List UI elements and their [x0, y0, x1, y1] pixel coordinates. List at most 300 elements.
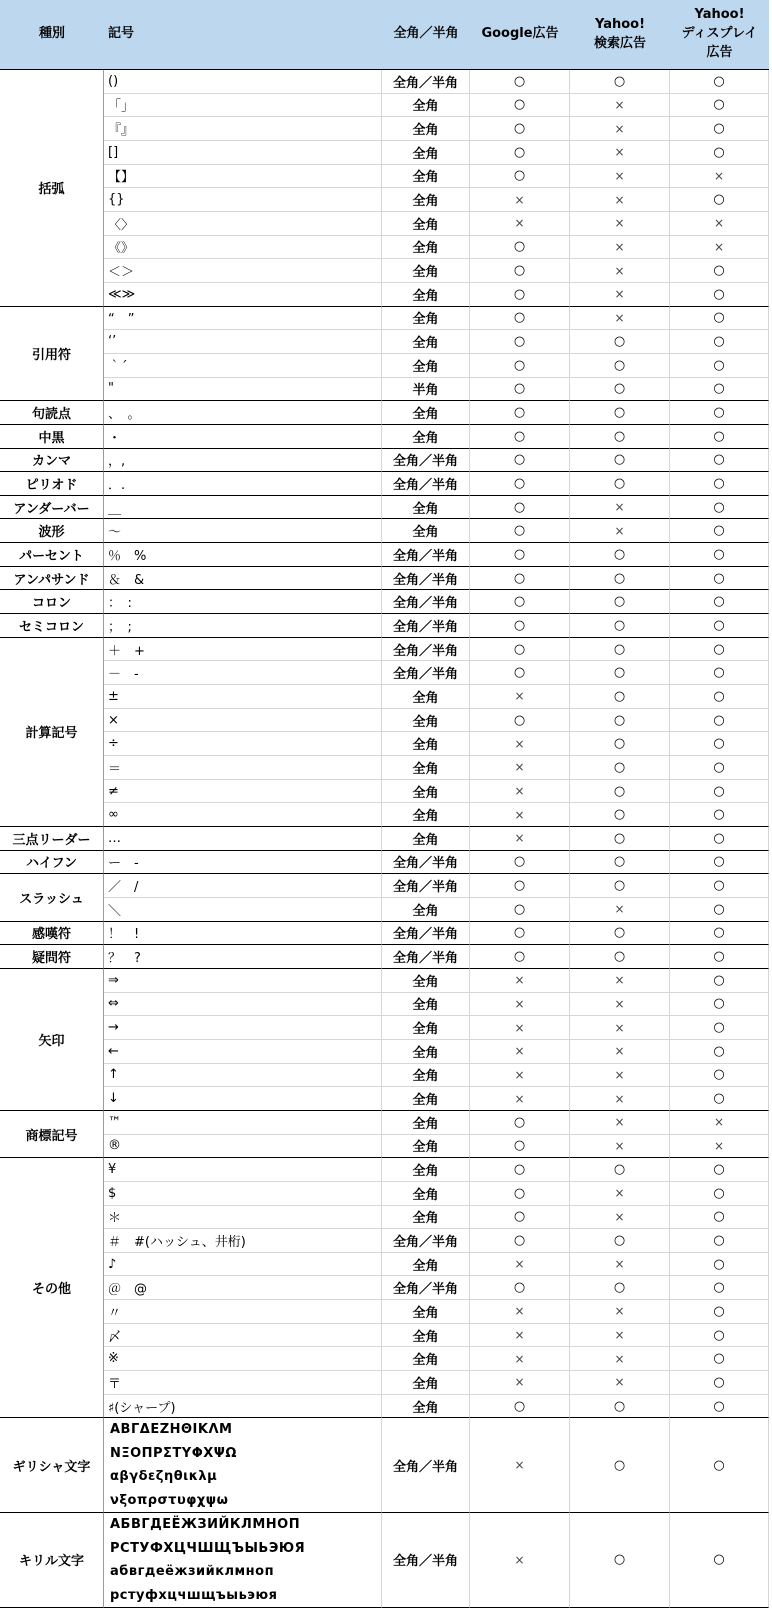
yahoo-display-mark: ○ [670, 141, 769, 165]
width-cell: 全角 [382, 709, 470, 733]
width-cell: 全角 [382, 1395, 470, 1419]
yahoo-search-mark: × [570, 1347, 670, 1371]
yahoo-display-mark: ○ [670, 922, 769, 946]
symbol-cell: “ ” [104, 307, 382, 331]
symbol-cell: ÷ [104, 732, 382, 756]
width-cell: 全角 [382, 1253, 470, 1277]
width-cell: 全角／半角 [382, 661, 470, 685]
google-mark: × [470, 1040, 570, 1064]
google-mark: ○ [470, 307, 570, 331]
letters-cell [104, 1418, 382, 1513]
symbol-cell: ＆ & [104, 567, 382, 591]
yahoo-search-mark: × [570, 1253, 670, 1277]
yahoo-search-mark: × [570, 1300, 670, 1324]
yahoo-display-mark: ○ [670, 661, 769, 685]
symbol-cell: ∞ [104, 803, 382, 827]
letters-line: абвгдеёжзийклмноп [110, 1564, 275, 1580]
google-mark: × [470, 1064, 570, 1088]
google-mark: ○ [470, 851, 570, 875]
symbol-cell: ％ % [104, 543, 382, 567]
symbol-cell: [] [104, 141, 382, 165]
yahoo-search-mark: × [570, 969, 670, 993]
yahoo-display-mark: ○ [670, 803, 769, 827]
google-mark: × [470, 827, 570, 851]
symbol-cell: ｀´ [104, 354, 382, 378]
yahoo-display-mark: ○ [670, 685, 769, 709]
category-cell: ハイフン [0, 851, 104, 875]
header-width: 全角／半角 [382, 0, 470, 70]
yahoo-search-mark: ○ [570, 378, 670, 402]
yahoo-display-mark: ○ [670, 614, 769, 638]
yahoo-search-mark: ○ [570, 1276, 670, 1300]
width-cell: 全角 [382, 1135, 470, 1159]
yahoo-search-mark: ○ [570, 922, 670, 946]
google-mark: ○ [470, 259, 570, 283]
width-cell: 全角／半角 [382, 922, 470, 946]
symbol-cell: ！ ! [104, 922, 382, 946]
width-cell: 全角 [382, 780, 470, 804]
yahoo-display-mark: ○ [670, 1087, 769, 1111]
yahoo-display-mark: ○ [670, 496, 769, 520]
yahoo-search-mark: ○ [570, 661, 670, 685]
yahoo-display-mark: ○ [670, 756, 769, 780]
header-yahoo-display-line2: ディスプレイ [681, 26, 758, 42]
yahoo-display-mark: ○ [670, 1276, 769, 1300]
width-cell: 全角 [382, 1111, 470, 1135]
google-mark: × [470, 1513, 570, 1608]
google-mark: ○ [470, 1135, 570, 1159]
yahoo-search-mark: ○ [570, 425, 670, 449]
yahoo-search-mark: × [570, 496, 670, 520]
letters-line: αβγδεζηθικλμ [110, 1469, 218, 1485]
symbol-cell: ≪≫ [104, 283, 382, 307]
category-cell: その他 [0, 1158, 104, 1418]
yahoo-search-mark: × [570, 94, 670, 118]
google-mark: × [470, 780, 570, 804]
width-cell: 全角 [382, 165, 470, 189]
header-yahoo-display-line1: Yahoo! [694, 7, 745, 23]
yahoo-search-mark: × [570, 212, 670, 236]
width-cell: 全角／半角 [382, 851, 470, 875]
google-mark: ○ [470, 874, 570, 898]
width-cell: 全角／半角 [382, 70, 470, 94]
yahoo-display-mark: × [670, 236, 769, 260]
google-mark: × [470, 1016, 570, 1040]
google-mark: ○ [470, 543, 570, 567]
yahoo-display-mark: ○ [670, 1371, 769, 1395]
yahoo-search-mark: × [570, 1324, 670, 1348]
yahoo-search-mark: ○ [570, 614, 670, 638]
google-mark: × [470, 1324, 570, 1348]
width-cell: 全角 [382, 1300, 470, 1324]
letters-line: ΑΒΓΔΕΖΗΘΙΚΛΜ [110, 1422, 233, 1438]
yahoo-display-mark: ○ [670, 70, 769, 94]
yahoo-display-mark: ○ [670, 1418, 769, 1513]
header-yahoo-search-line1: Yahoo! [594, 16, 646, 32]
width-cell: 全角 [382, 1016, 470, 1040]
yahoo-search-mark: × [570, 1182, 670, 1206]
width-cell: 全角／半角 [382, 1276, 470, 1300]
symbol-cell: 、 。 [104, 401, 382, 425]
width-cell: 全角 [382, 425, 470, 449]
symbol-cell: ＠ @ [104, 1276, 382, 1300]
yahoo-search-mark: × [570, 307, 670, 331]
header-symbol: 記号 [104, 0, 382, 70]
yahoo-search-mark: ○ [570, 732, 670, 756]
yahoo-search-mark: × [570, 117, 670, 141]
yahoo-display-mark: ○ [670, 519, 769, 543]
category-cell: 感嘆符 [0, 922, 104, 946]
width-cell: 全角 [382, 330, 470, 354]
width-cell: 全角 [382, 898, 470, 922]
category-cell: 引用符 [0, 307, 104, 402]
yahoo-search-mark: × [570, 1087, 670, 1111]
width-cell: 全角 [382, 354, 470, 378]
yahoo-search-mark: ○ [570, 851, 670, 875]
yahoo-search-mark: × [570, 1040, 670, 1064]
width-cell: 全角／半角 [382, 567, 470, 591]
yahoo-display-mark: ○ [670, 874, 769, 898]
google-mark: × [470, 1418, 570, 1513]
width-cell: 全角／半角 [382, 1513, 470, 1608]
yahoo-search-mark: ○ [570, 472, 670, 496]
google-mark: × [470, 756, 570, 780]
width-cell: 全角 [382, 827, 470, 851]
width-cell: 全角 [382, 1158, 470, 1182]
google-mark: × [470, 1087, 570, 1111]
width-cell: 全角 [382, 307, 470, 331]
width-cell: 全角 [382, 259, 470, 283]
category-cell: 句読点 [0, 401, 104, 425]
yahoo-search-mark: ○ [570, 354, 670, 378]
width-cell: 全角／半角 [382, 638, 470, 662]
width-cell: 全角／半角 [382, 614, 470, 638]
yahoo-search-mark: ○ [570, 330, 670, 354]
yahoo-display-mark: ○ [670, 1229, 769, 1253]
category-cell: コロン [0, 590, 104, 614]
symbol-cell: ・ [104, 425, 382, 449]
yahoo-search-mark: ○ [570, 1229, 670, 1253]
yahoo-search-mark: × [570, 1016, 670, 1040]
symbol-cell: ＼ [104, 898, 382, 922]
header-yahoo-search [570, 0, 670, 70]
yahoo-search-mark: ○ [570, 945, 670, 969]
yahoo-display-mark: ○ [670, 543, 769, 567]
letters-line: АБВГДЕЁЖЗИЙКЛМНОП [110, 1517, 301, 1533]
google-mark: × [470, 1300, 570, 1324]
google-mark: ○ [470, 638, 570, 662]
width-cell: 全角 [382, 94, 470, 118]
width-cell: 全角 [382, 117, 470, 141]
category-cell: ピリオド [0, 472, 104, 496]
google-mark: ○ [470, 425, 570, 449]
yahoo-search-mark: ○ [570, 1395, 670, 1419]
symbol-cell: " [104, 378, 382, 402]
google-mark: ○ [470, 519, 570, 543]
yahoo-search-mark: ○ [570, 70, 670, 94]
width-cell: 全角／半角 [382, 472, 470, 496]
width-cell: 全角 [382, 401, 470, 425]
google-mark: ○ [470, 117, 570, 141]
width-cell: 全角 [382, 1347, 470, 1371]
symbol-cell: ．. [104, 472, 382, 496]
symbol-cell: {} [104, 188, 382, 212]
category-cell: 矢印 [0, 969, 104, 1111]
yahoo-display-mark: × [670, 212, 769, 236]
symbol-cell: ⇒ [104, 969, 382, 993]
symbol-cell: → [104, 1016, 382, 1040]
symbol-cell: ¥ [104, 1158, 382, 1182]
yahoo-display-mark: ○ [670, 1182, 769, 1206]
symbol-cell: $ [104, 1182, 382, 1206]
width-cell: 全角 [382, 685, 470, 709]
width-cell: 全角／半角 [382, 945, 470, 969]
google-mark: ○ [470, 661, 570, 685]
symbol-cell: ♪ [104, 1253, 382, 1277]
category-cell: カンマ [0, 449, 104, 473]
yahoo-display-mark: ○ [670, 1395, 769, 1419]
yahoo-search-mark: × [570, 1135, 670, 1159]
width-cell: 全角 [382, 1040, 470, 1064]
symbol-cell: 【】 [104, 165, 382, 189]
google-mark: ○ [470, 141, 570, 165]
width-cell: 全角 [382, 519, 470, 543]
category-cell: ギリシャ文字 [0, 1418, 104, 1513]
category-cell: 疑問符 [0, 945, 104, 969]
yahoo-display-mark: ○ [670, 1206, 769, 1230]
yahoo-search-mark: × [570, 259, 670, 283]
category-cell: セミコロン [0, 614, 104, 638]
width-cell: 全角 [382, 993, 470, 1017]
width-cell: 全角 [382, 803, 470, 827]
width-cell: 全角 [382, 1206, 470, 1230]
header-category: 種別 [0, 0, 104, 70]
yahoo-display-mark: ○ [670, 898, 769, 922]
yahoo-display-mark: ○ [670, 1040, 769, 1064]
yahoo-search-mark: ○ [570, 756, 670, 780]
width-cell: 全角／半角 [382, 1229, 470, 1253]
google-mark: ○ [470, 922, 570, 946]
yahoo-search-mark: × [570, 1206, 670, 1230]
symbol-cell: ？ ? [104, 945, 382, 969]
width-cell: 全角 [382, 1182, 470, 1206]
symbol-cell: … [104, 827, 382, 851]
symbol-cell: ＜＞ [104, 259, 382, 283]
category-cell: 三点リーダー [0, 827, 104, 851]
width-cell: 全角 [382, 236, 470, 260]
width-cell: 全角 [382, 1087, 470, 1111]
yahoo-display-mark: ○ [670, 1253, 769, 1277]
yahoo-display-mark: ○ [670, 401, 769, 425]
symbol-cell: ＊ [104, 1206, 382, 1230]
google-mark: × [470, 1347, 570, 1371]
yahoo-display-mark: ○ [670, 259, 769, 283]
google-mark: ○ [470, 1229, 570, 1253]
header-google: Google広告 [470, 0, 570, 70]
width-cell: 全角 [382, 283, 470, 307]
symbol-cell: ： : [104, 590, 382, 614]
width-cell: 半角 [382, 378, 470, 402]
yahoo-search-mark: ○ [570, 1513, 670, 1608]
yahoo-search-mark: ○ [570, 685, 670, 709]
width-cell: 全角 [382, 732, 470, 756]
yahoo-search-mark: ○ [570, 780, 670, 804]
google-mark: ○ [470, 401, 570, 425]
category-cell: 計算記号 [0, 638, 104, 827]
symbol-cell: 《》 [104, 236, 382, 260]
category-cell: アンダーバー [0, 496, 104, 520]
yahoo-display-mark: × [670, 1135, 769, 1159]
category-cell: パーセント [0, 543, 104, 567]
yahoo-display-mark: ○ [670, 472, 769, 496]
google-mark: ○ [470, 945, 570, 969]
google-mark: ○ [470, 590, 570, 614]
yahoo-search-mark: ○ [570, 543, 670, 567]
yahoo-display-mark: ○ [670, 969, 769, 993]
letters-cell [104, 1513, 382, 1608]
yahoo-display-mark: ○ [670, 117, 769, 141]
symbol-cell: ＃ #(ハッシュ、井桁) [104, 1229, 382, 1253]
yahoo-search-mark: × [570, 236, 670, 260]
symbol-cell: ≠ [104, 780, 382, 804]
letters-line: рстуфхцчшщъыьэюя [110, 1587, 278, 1603]
yahoo-display-mark: ○ [670, 1158, 769, 1182]
yahoo-search-mark: × [570, 993, 670, 1017]
yahoo-display-mark: ○ [670, 283, 769, 307]
width-cell: 全角 [382, 212, 470, 236]
yahoo-display-mark: ○ [670, 425, 769, 449]
yahoo-search-mark: ○ [570, 590, 670, 614]
width-cell: 全角 [382, 969, 470, 993]
yahoo-display-mark: ○ [670, 945, 769, 969]
yahoo-search-mark: × [570, 519, 670, 543]
symbol-cell: ↑ [104, 1064, 382, 1088]
google-mark: ○ [470, 1158, 570, 1182]
symbol-cell: － - [104, 661, 382, 685]
symbol-cell: ＿ [104, 496, 382, 520]
yahoo-search-mark: ○ [570, 1418, 670, 1513]
category-cell: キリル文字 [0, 1513, 104, 1608]
yahoo-search-mark: × [570, 898, 670, 922]
category-cell: 波形 [0, 519, 104, 543]
yahoo-search-mark: ○ [570, 567, 670, 591]
letters-line: ΝΞΟΠΡΣΤΥΦΧΨΩ [110, 1445, 237, 1461]
symbol-cell: 〆 [104, 1324, 382, 1348]
width-cell: 全角 [382, 1324, 470, 1348]
category-cell: アンパサンド [0, 567, 104, 591]
yahoo-display-mark: ○ [670, 567, 769, 591]
yahoo-search-mark: × [570, 1064, 670, 1088]
yahoo-display-mark: ○ [670, 354, 769, 378]
yahoo-display-mark: ○ [670, 1016, 769, 1040]
symbol-cell: 「」 [104, 94, 382, 118]
google-mark: × [470, 993, 570, 1017]
google-mark: × [470, 969, 570, 993]
width-cell: 全角／半角 [382, 543, 470, 567]
width-cell: 全角 [382, 496, 470, 520]
symbol-cell: ＝ [104, 756, 382, 780]
width-cell: 全角／半角 [382, 874, 470, 898]
header-yahoo-search-line2: 検索広告 [593, 35, 646, 51]
yahoo-search-mark: × [570, 1371, 670, 1395]
yahoo-display-mark: ○ [670, 1513, 769, 1608]
symbol-cell: ー - [104, 851, 382, 875]
google-mark: × [470, 685, 570, 709]
yahoo-display-mark: ○ [670, 1300, 769, 1324]
google-mark: ○ [470, 1111, 570, 1135]
yahoo-display-mark: ○ [670, 1324, 769, 1348]
yahoo-display-mark: ○ [670, 709, 769, 733]
symbol-cell: × [104, 709, 382, 733]
google-mark: ○ [470, 709, 570, 733]
width-cell: 全角／半角 [382, 449, 470, 473]
width-cell: 全角 [382, 1371, 470, 1395]
yahoo-search-mark: ○ [570, 638, 670, 662]
yahoo-search-mark: × [570, 1111, 670, 1135]
yahoo-display-mark: ○ [670, 378, 769, 402]
yahoo-display-mark: ○ [670, 827, 769, 851]
google-mark: × [470, 188, 570, 212]
google-mark: ○ [470, 1276, 570, 1300]
yahoo-display-mark: ○ [670, 780, 769, 804]
yahoo-display-mark: ○ [670, 851, 769, 875]
google-mark: ○ [470, 1182, 570, 1206]
yahoo-display-mark: ○ [670, 638, 769, 662]
width-cell: 全角 [382, 1064, 470, 1088]
symbol-cell: 〈〉 [104, 212, 382, 236]
width-cell: 全角 [382, 188, 470, 212]
google-mark: × [470, 732, 570, 756]
symbol-cell: ™ [104, 1111, 382, 1135]
google-mark: ○ [470, 449, 570, 473]
symbol-cell: 〃 [104, 1300, 382, 1324]
yahoo-display-mark: ○ [670, 330, 769, 354]
symbol-cell: ® [104, 1135, 382, 1159]
google-mark: ○ [470, 567, 570, 591]
width-cell: 全角 [382, 141, 470, 165]
google-mark: × [470, 212, 570, 236]
yahoo-display-mark: ○ [670, 449, 769, 473]
symbol-cell: () [104, 70, 382, 94]
google-mark: ○ [470, 378, 570, 402]
symbol-cell: ⇔ [104, 993, 382, 1017]
letters-line: νξοπρστυφχψω [110, 1492, 229, 1508]
yahoo-search-mark: ○ [570, 401, 670, 425]
header-yahoo-display-line3: 広告 [706, 44, 733, 60]
header-yahoo-display [670, 0, 769, 70]
yahoo-search-mark: × [570, 283, 670, 307]
symbol-cell: ← [104, 1040, 382, 1064]
google-mark: ○ [470, 472, 570, 496]
symbol-cell: 『』 [104, 117, 382, 141]
google-mark: ○ [470, 283, 570, 307]
symbol-cell: ＋ + [104, 638, 382, 662]
symbol-cell: ～ [104, 519, 382, 543]
symbol-cell: ↓ [104, 1087, 382, 1111]
yahoo-display-mark: ○ [670, 732, 769, 756]
google-mark: ○ [470, 330, 570, 354]
google-mark: ○ [470, 496, 570, 520]
yahoo-search-mark: × [570, 188, 670, 212]
yahoo-search-mark: ○ [570, 449, 670, 473]
symbol-cell: ‘’ [104, 330, 382, 354]
yahoo-search-mark: × [570, 165, 670, 189]
width-cell: 全角／半角 [382, 590, 470, 614]
yahoo-search-mark: ○ [570, 709, 670, 733]
yahoo-search-mark: ○ [570, 827, 670, 851]
yahoo-display-mark: ○ [670, 94, 769, 118]
google-mark: ○ [470, 1395, 570, 1419]
